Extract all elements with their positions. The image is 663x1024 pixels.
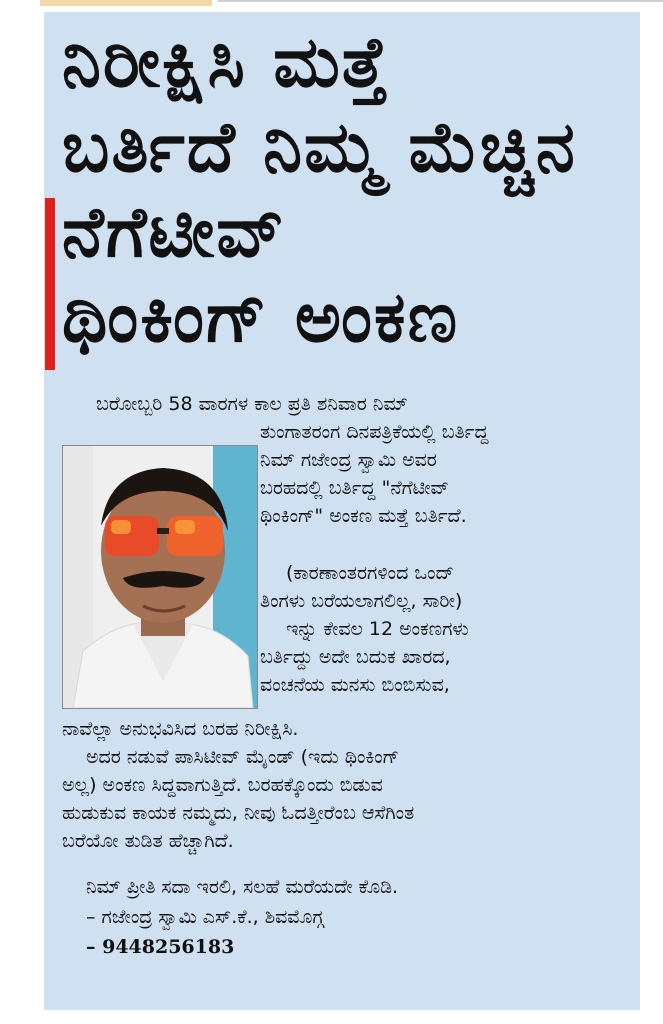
article-line: ಬರೋಬ್ಬರಿ 58 ವಾರಗಳ ಕಾಲ ಪ್ರತಿ ಶನಿವಾರ ನಿಮ್ <box>96 393 408 415</box>
article-line: ತುಂಗಾತರಂಗ ದಿನಪತ್ರಿಕೆಯಲ್ಲಿ ಬರ್ತಿದ್ದ <box>260 421 489 443</box>
article-line: ಬರೆಯೋ ತುಡಿತ ಹೆಚ್ಚಾಗಿದೆ. <box>62 830 234 852</box>
article-line: ಇನ್ನು ಕೇವಲ 12 ಅಂಕಣಗಳು <box>286 618 469 640</box>
headline <box>62 20 622 360</box>
article-line: ಥಿಂಕಿಂಗ್" ಅಂಕಣ ಮತ್ತೆ ಬರ್ತಿದೆ. <box>260 505 467 527</box>
article-line: ವಂಚನೆಯ ಮನಸು ಬಿಂಬಿಸುವ, <box>260 674 450 696</box>
article-line: ಬರ್ತಿದ್ದು ಅದೇ ಬದುಕ ಖಾರದ, <box>260 646 451 668</box>
top-strip <box>0 0 663 8</box>
portrait-illustration <box>63 446 257 708</box>
headline-line-4: ಥಿಂಕಿಂಗ್ ಅಂಕಣ <box>62 276 460 358</box>
headline-line-1: ನಿರೀಕ್ಷಿಸಿ ಮತ್ತೆ <box>62 21 390 103</box>
clipping-edge <box>40 0 212 6</box>
article-line: ಅಲ್ಲ) ಅಂಕಣ ಸಿದ್ದವಾಗುತ್ತಿದೆ. ಬರಹಕ್ಕೊಂದು ಬಿಡುವ <box>62 774 383 796</box>
article-line: ಬರಹದಲ್ಲಿ ಬರ್ತಿದ್ದ "ನೆಗೆಟೀವ್ <box>260 477 449 499</box>
article-line: ನಾವೆಲ್ಲಾ ಅನುಭವಿಸಿದ ಬರಹ ನಿರೀಕ್ಷಿಸಿ. <box>62 718 299 740</box>
article-line: ಹುಡುಕುವ ಕಾಯಕ ನಮ್ಮದು, ನೀವು ಓದತ್ತೀರೆಂಬ ಆಸೆಗಿಂತ <box>62 802 415 824</box>
headline-line-3: ನೆಗೆಟೀವ್ <box>62 191 286 273</box>
article-line: (ಕಾರಣಾಂತರಗಳಿಂದ ಒಂದ್ <box>286 562 455 584</box>
accent-bar <box>45 198 55 370</box>
headline-line-2: ಬರ್ತಿದೆ ನಿಮ್ಮ ಮೆಚ್ಚಿನ <box>62 106 577 188</box>
author-photo <box>62 445 258 709</box>
divider <box>218 0 663 2</box>
author-phone: – 9448256183 <box>86 936 235 958</box>
article-line: ನಿಮ್ ಪ್ರೀತಿ ಸದಾ ಇರಲಿ, ಸಲಹೆ ಮರೆಯದೇ ಕೊಡಿ. <box>86 876 399 898</box>
article-line: ನಿಮ್ ಗಜೇಂದ್ರ ಸ್ವಾಮಿ ಅವರ <box>260 449 437 471</box>
article-line: ಅದರ ನಡುವೆ ಪಾಸಿಟೀವ್ ಮೈಂಡ್ (ಇದು ಥಿಂಕಿಂಗ್ <box>86 746 400 768</box>
article-line: ತಿಂಗಳು ಬರೆಯಲಾಗಲಿಲ್ಲ, ಸಾರೀ) <box>260 590 463 612</box>
author-signature: – ಗಜೇಂದ್ರ ಸ್ವಾಮಿ ಎಸ್.ಕೆ., ಶಿವಮೊಗ್ಗ <box>86 906 324 928</box>
